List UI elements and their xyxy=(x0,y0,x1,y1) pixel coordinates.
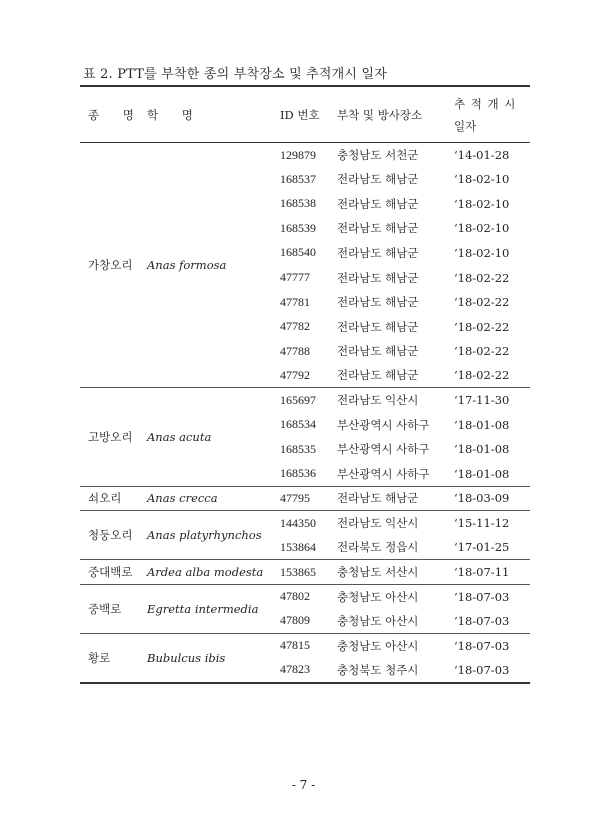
table-row xyxy=(80,511,530,536)
id-number-cell: 153865 xyxy=(280,564,316,579)
table-row xyxy=(80,143,530,168)
location-cell: 전라남도 해남군 xyxy=(337,270,419,285)
tracking-date-cell: ‘18-01-08 xyxy=(454,442,510,457)
tracking-date-cell: ‘14-01-28 xyxy=(454,148,510,163)
header-date-line1: 추 적 개 시 xyxy=(454,96,517,111)
table-body xyxy=(80,143,530,683)
table-row xyxy=(80,584,530,609)
id-number-cell: 47788 xyxy=(280,343,310,358)
tracking-date-cell: ‘18-02-22 xyxy=(454,295,510,310)
tracking-date-cell: ‘18-02-22 xyxy=(454,270,510,285)
tracking-date-cell: ‘18-07-03 xyxy=(454,638,510,653)
id-number-cell: 165697 xyxy=(280,392,316,407)
header-date-line2: 일자 xyxy=(454,118,477,133)
table-row xyxy=(80,388,530,413)
header-location: 부착 및 방사장소 xyxy=(337,107,423,122)
location-cell: 전라북도 정읍시 xyxy=(337,540,419,555)
species-name-cell: 황로 xyxy=(88,650,111,665)
location-cell: 전라남도 해남군 xyxy=(337,245,419,260)
id-number-cell: 47792 xyxy=(280,367,310,382)
tracking-date-cell: ‘18-01-08 xyxy=(454,466,510,481)
location-cell: 전라남도 해남군 xyxy=(337,491,419,506)
id-number-cell: 168536 xyxy=(280,466,316,481)
tracking-date-cell: ‘18-07-03 xyxy=(454,662,510,677)
id-number-cell: 168539 xyxy=(280,220,316,235)
location-cell: 전라남도 익산시 xyxy=(337,393,419,408)
location-cell: 충청북도 청주시 xyxy=(337,662,419,677)
scientific-name-cell: Bubulcus ibis xyxy=(147,650,226,665)
scientific-name-cell: Ardea alba modesta xyxy=(147,565,264,580)
location-cell: 충청남도 서산시 xyxy=(337,565,419,580)
tracking-date-cell: ‘18-02-22 xyxy=(454,319,510,334)
table-header-row xyxy=(80,86,530,143)
location-cell: 전라남도 해남군 xyxy=(337,221,419,236)
species-name-cell: 중백로 xyxy=(88,601,122,616)
species-name-cell: 쇠오리 xyxy=(88,491,122,506)
id-number-cell: 153864 xyxy=(280,539,316,554)
tracking-date-cell: ‘18-02-22 xyxy=(454,344,510,359)
species-name-cell: 중대백로 xyxy=(88,565,133,580)
tracking-date-cell: ‘18-02-10 xyxy=(454,172,510,187)
id-number-cell: 168535 xyxy=(280,441,316,456)
header-tracking-start-date xyxy=(454,86,530,143)
tracking-date-cell: ‘18-02-22 xyxy=(454,368,510,383)
id-number-cell: 168537 xyxy=(280,171,316,186)
table-row xyxy=(80,486,530,511)
tracking-date-cell: ‘18-07-03 xyxy=(454,613,510,628)
id-number-cell: 129879 xyxy=(280,147,316,162)
location-cell: 전라남도 해남군 xyxy=(337,319,419,334)
location-cell: 충청남도 서천군 xyxy=(337,148,419,163)
tracking-date-cell: ‘18-02-10 xyxy=(454,245,510,260)
location-cell: 전라남도 익산시 xyxy=(337,516,419,531)
tracking-date-cell: ‘15-11-12 xyxy=(454,516,510,531)
location-cell: 전라남도 해남군 xyxy=(337,344,419,359)
location-cell: 전라남도 해남군 xyxy=(337,368,419,383)
location-cell: 부산광역시 사하구 xyxy=(337,466,430,481)
tracking-date-cell: ‘18-07-03 xyxy=(454,589,510,604)
tracking-date-cell: ‘17-11-30 xyxy=(454,393,510,408)
location-cell: 충청남도 아산시 xyxy=(337,613,419,628)
species-name-cell: 고방오리 xyxy=(88,430,133,445)
id-number-cell: 47809 xyxy=(280,613,310,628)
tracking-date-cell: ‘18-07-11 xyxy=(454,565,510,580)
tracking-date-cell: ‘18-01-08 xyxy=(454,417,510,432)
table-row xyxy=(80,633,530,658)
id-number-cell: 47795 xyxy=(280,490,310,505)
header-id-number: ID 번호 xyxy=(280,107,320,122)
page-number: - 7 - xyxy=(291,778,316,792)
location-cell: 전라남도 해남군 xyxy=(337,196,419,211)
header-species: 종 명 xyxy=(88,107,144,122)
id-number-cell: 144350 xyxy=(280,515,316,530)
scientific-name-cell: Anas platyrhynchos xyxy=(147,528,262,543)
id-number-cell: 47777 xyxy=(280,270,310,284)
id-number-cell: 47802 xyxy=(280,589,310,604)
tracking-date-cell: ‘17-01-25 xyxy=(454,540,510,555)
species-name-cell: 가창오리 xyxy=(88,258,133,273)
id-number-cell: 47782 xyxy=(280,319,310,334)
id-number-cell: 47781 xyxy=(280,294,310,309)
location-cell: 전라남도 해남군 xyxy=(337,172,419,187)
id-number-cell: 168540 xyxy=(280,245,316,260)
scientific-name-cell: Anas acuta xyxy=(147,430,212,445)
id-number-cell: 168538 xyxy=(280,196,316,211)
species-name-cell: 청둥오리 xyxy=(88,528,133,543)
location-cell: 부산광역시 사하구 xyxy=(337,417,430,432)
location-cell: 충청남도 아산시 xyxy=(337,638,419,653)
location-cell: 부산광역시 사하구 xyxy=(337,442,430,457)
ptt-attachment-table xyxy=(80,85,530,684)
table-caption: 표 2. PTT를 부착한 종의 부착장소 및 추적개시 일자 xyxy=(83,67,388,82)
tracking-date-cell: ‘18-02-10 xyxy=(454,196,510,211)
header-scientific-name: 학 명 xyxy=(147,107,203,122)
id-number-cell: 168534 xyxy=(280,417,316,432)
scientific-name-cell: Anas formosa xyxy=(147,258,227,273)
scientific-name-cell: Egretta intermedia xyxy=(147,601,259,616)
location-cell: 전라남도 해남군 xyxy=(337,295,419,310)
location-cell: 충청남도 아산시 xyxy=(337,589,419,604)
scientific-name-cell: Anas crecca xyxy=(147,491,218,506)
tracking-date-cell: ‘18-02-10 xyxy=(454,221,510,236)
table-row xyxy=(80,560,530,585)
tracking-date-cell: ‘18-03-09 xyxy=(454,491,510,506)
id-number-cell: 47815 xyxy=(280,638,310,653)
id-number-cell: 47823 xyxy=(280,662,310,677)
